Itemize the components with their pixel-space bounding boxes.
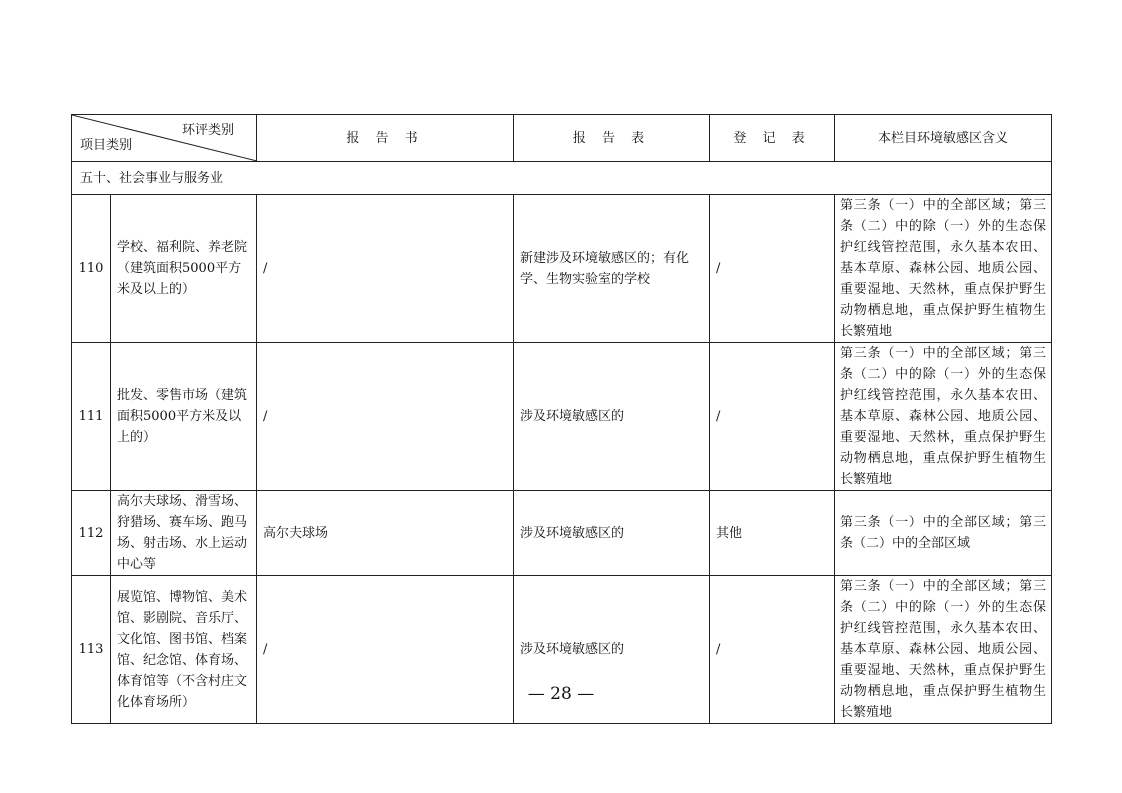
row-sensitive-area: 第三条（一）中的全部区域；第三条（二）中的全部区域 bbox=[835, 491, 1052, 576]
table-row bbox=[72, 195, 1052, 343]
header-env-category: 环评类别 bbox=[181, 123, 234, 138]
header-sensitive-area: 本栏目环境敏感区含义 bbox=[835, 115, 1052, 162]
row-category: 批发、零售市场（建筑面积5000平方米及以上的） bbox=[111, 343, 257, 491]
row-number: 111 bbox=[72, 343, 111, 491]
row-report-book: 高尔夫球场 bbox=[257, 491, 514, 576]
row-sensitive-area: 第三条（一）中的全部区域；第三条（二）中的除（一）外的生态保护红线管控范围，永久基本农田、基本草原、森林公园、地质公园、重要湿地、天然林，重点保护野生动物栖息地，重点保护野生植物生长繁殖地 bbox=[835, 576, 1052, 724]
section-title: 五十、社会事业与服务业 bbox=[72, 162, 1052, 195]
row-sensitive-area: 第三条（一）中的全部区域；第三条（二）中的除（一）外的生态保护红线管控范围，永久基本农田、基本草原、森林公园、地质公园、重要湿地、天然林，重点保护野生动物栖息地，重点保护野生植物生长繁殖地 bbox=[835, 195, 1052, 343]
row-register: / bbox=[710, 576, 835, 724]
row-number: 113 bbox=[72, 576, 111, 724]
header-register-form: 登 记 表 bbox=[710, 115, 835, 162]
table-row bbox=[72, 343, 1052, 491]
row-register: 其他 bbox=[710, 491, 835, 576]
header-report-book: 报 告 书 bbox=[257, 115, 514, 162]
row-number: 110 bbox=[72, 195, 111, 343]
row-category: 学校、福利院、养老院（建筑面积5000平方米及以上的） bbox=[111, 195, 257, 343]
row-number: 112 bbox=[72, 491, 111, 576]
row-report-form: 涉及环境敏感区的 bbox=[514, 491, 710, 576]
row-category: 高尔夫球场、滑雪场、狩猎场、赛车场、跑马场、射击场、水上运动中心等 bbox=[111, 491, 257, 576]
header-project-category: 项目类别 bbox=[80, 138, 133, 153]
section-row bbox=[72, 162, 1052, 195]
row-report-form: 涉及环境敏感区的 bbox=[514, 343, 710, 491]
table-row bbox=[72, 491, 1052, 576]
header-report-form: 报 告 表 bbox=[514, 115, 710, 162]
diagonal-header-cell bbox=[72, 115, 257, 162]
table-header-row bbox=[72, 115, 1052, 162]
row-report-book: / bbox=[257, 343, 514, 491]
row-report-form: 涉及环境敏感区的 bbox=[514, 576, 710, 724]
row-report-book: / bbox=[257, 195, 514, 343]
classification-table bbox=[71, 114, 1052, 724]
row-register: / bbox=[710, 195, 835, 343]
row-category: 展览馆、博物馆、美术馆、影剧院、音乐厅、文化馆、图书馆、档案馆、纪念馆、体育场、体育馆等（不含村庄文化体育场所） bbox=[111, 576, 257, 724]
page-number: — 28 — bbox=[527, 684, 595, 704]
row-report-book: / bbox=[257, 576, 514, 724]
row-report-form: 新建涉及环境敏感区的；有化学、生物实验室的学校 bbox=[514, 195, 710, 343]
row-sensitive-area: 第三条（一）中的全部区域；第三条（二）中的除（一）外的生态保护红线管控范围，永久基本农田、基本草原、森林公园、地质公园、重要湿地、天然林，重点保护野生动物栖息地，重点保护野生植物生长繁殖地 bbox=[835, 343, 1052, 491]
row-register: / bbox=[710, 343, 835, 491]
